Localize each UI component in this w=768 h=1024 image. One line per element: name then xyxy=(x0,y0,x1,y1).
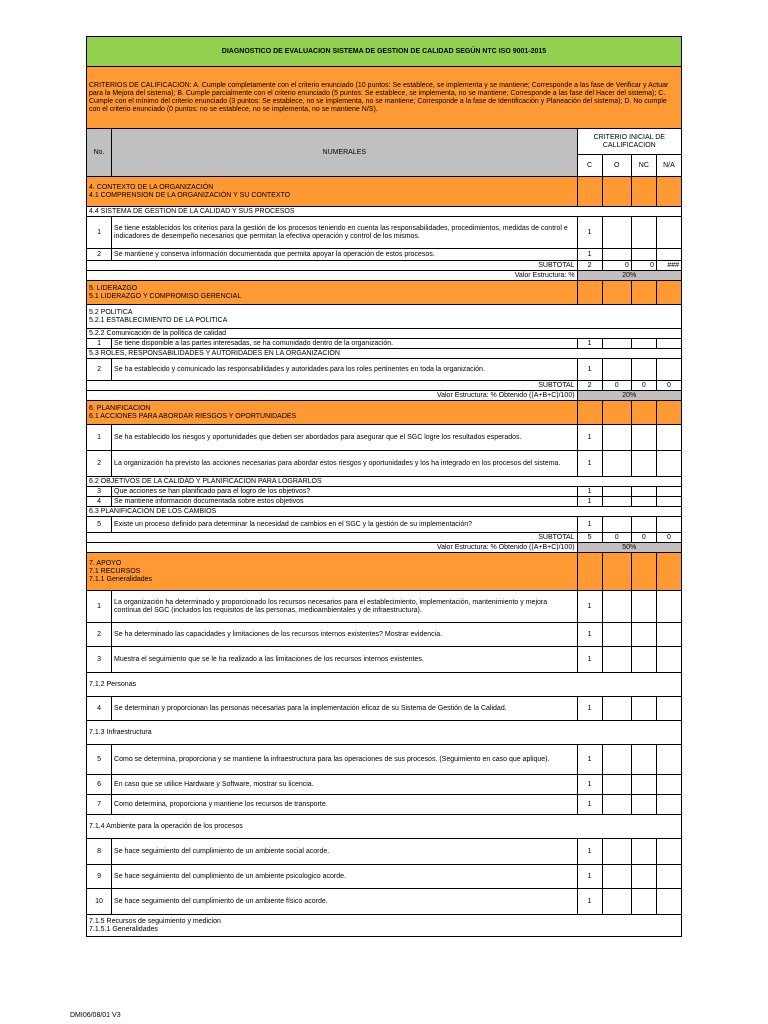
heading-5-2 xyxy=(87,305,682,329)
valor-value: 50% xyxy=(577,543,681,553)
question-text: Se tiene disponible a las partes interesadas, se ha comunidado dentro de la organización. xyxy=(112,339,578,349)
header-o: O xyxy=(602,155,631,177)
valor-value: 20% xyxy=(577,271,681,281)
score-c[interactable]: 1 xyxy=(577,745,602,775)
valor-label: Valor Estructura: % Obtenido ((A+B+C)/100) xyxy=(87,391,578,401)
document-code: DMI06/08/01 V3 xyxy=(70,1012,121,1019)
header-numerales: NUMERALES xyxy=(112,129,578,177)
header-no: No. xyxy=(87,129,112,177)
question-text: Se tiene establecidos los criterios para la gestión de los procesos teniendo en cuenta las responsabilidades, procedimientos, medidas de control e indicadores de desempeño necesarios que permitan la efectiva operación y control de los mismos. xyxy=(112,217,578,249)
row-num: 10 xyxy=(87,889,112,915)
evaluation-sheet xyxy=(86,36,682,937)
heading-5-2-text: 5.2 POLITICA xyxy=(89,308,133,316)
question-text: Se hace seguimiento del cumplimiento de un ambiente físico acorde. xyxy=(112,889,578,915)
score-c[interactable]: 1 xyxy=(577,217,602,249)
score-c[interactable]: 1 xyxy=(577,889,602,915)
question-text: Se hace seguimiento del cumplimiento de un ambiente social acorde. xyxy=(112,839,578,865)
score-c[interactable]: 1 xyxy=(577,795,602,815)
valor-label: Valor Estructura: % xyxy=(87,271,578,281)
score-c[interactable]: 1 xyxy=(577,865,602,889)
subtotal-na: 0 xyxy=(656,381,681,391)
section-4-name: 4. CONTEXTO DE LA ORGANIZACIÓN xyxy=(89,183,214,191)
heading-7-1-2: 7.1.2 Personas xyxy=(87,673,682,697)
subtotal-nc: 0 xyxy=(631,381,656,391)
score-c[interactable]: 1 xyxy=(577,497,602,507)
row-num: 5 xyxy=(87,517,112,533)
header-criterio: CRITERIO INICIAL DE CALLIFICACION xyxy=(577,129,681,155)
subtotal-c: 5 xyxy=(577,533,602,543)
row-num: 5 xyxy=(87,745,112,775)
row-num: 7 xyxy=(87,795,112,815)
row-num: 2 xyxy=(87,451,112,477)
question-text: Como se determina, proporciona y se mantiene la infraestructura para las operaciones de sus procesos. (Seguimiento en caso que aplique). xyxy=(112,745,578,775)
score-c[interactable]: 1 xyxy=(577,425,602,451)
score-c[interactable]: 1 xyxy=(577,591,602,623)
heading-6-2: 6.2 OBJETIVOS DE LA CALIDAD Y PLANIFICACION PARA LOGRARLOS xyxy=(87,477,682,487)
header-c: C xyxy=(577,155,602,177)
heading-5-3: 5.3 ROLES, RESPONSABILIDADES Y AUTORIDADES EN LA ORGANIZACIÓN xyxy=(87,349,682,359)
score-c[interactable]: 1 xyxy=(577,517,602,533)
score-c[interactable]: 1 xyxy=(577,451,602,477)
row-num: 2 xyxy=(87,623,112,647)
heading-7-1-3: 7.1.3 Infraestructura xyxy=(87,721,682,745)
question-text: Se ha establecido los riesgos y oportunidades que deben ser abordados para asegurar que el SGC logre los resultados esperados. xyxy=(112,425,578,451)
question-text: La organización ha determinado y proporcionado los recursos necesarios para el establecimiento, implementación, mantenimiento y mejora contínua del SGC (incluidos los requisitos de las personas, medioambientales y de infraestructura). xyxy=(112,591,578,623)
row-num: 2 xyxy=(87,249,112,261)
question-text: Que acciones se han planificado para el logro de los objetivos? xyxy=(112,487,578,497)
section-5-name: 5. LIDERAZGO xyxy=(89,284,138,292)
score-c[interactable]: 1 xyxy=(577,697,602,721)
question-text: En caso que se utilice Hardware y Software, mostrar su licencia. xyxy=(112,775,578,795)
question-text: Se mantiene información documentada sobre estos objetivos xyxy=(112,497,578,507)
sheet-title: DIAGNOSTICO DE EVALUACION SISTEMA DE GESTION DE CALIDAD SEGÚN NTC ISO 9001-2015 xyxy=(87,37,682,67)
subtotal-o: 0 xyxy=(602,533,631,543)
row-num: 1 xyxy=(87,425,112,451)
row-num: 8 xyxy=(87,839,112,865)
score-c[interactable]: 1 xyxy=(577,647,602,673)
question-text: Se determinan y proporcionan las personas necesarias para la implementación eficaz de su Sistema de Gestión de la Calidad. xyxy=(112,697,578,721)
heading-7-1-5-text: 7.1.5 Recursos de seguimiento y medicion xyxy=(89,917,221,925)
row-num: 6 xyxy=(87,775,112,795)
section-6-sub: 6.1 ACCIONES PARA ABORDAR RIESGOS Y OPORTUNIDADES xyxy=(89,412,297,420)
question-text: Se ha determinado las capacidades y limitaciones de los recursos internos existentes? Mostrar evidencia. xyxy=(112,623,578,647)
row-num: 3 xyxy=(87,647,112,673)
row-num: 4 xyxy=(87,697,112,721)
row-num: 1 xyxy=(87,339,112,349)
score-c[interactable]: 1 xyxy=(577,623,602,647)
heading-6-3: 6.3 PLANIFICACION DE LOS CAMBIOS xyxy=(87,507,682,517)
row-num: 1 xyxy=(87,217,112,249)
question-text: Muestra el seguimiento que se le ha realizado a las limitaciones de los recursos internos existentes. xyxy=(112,647,578,673)
section-7-title xyxy=(87,553,578,591)
section-7-name: 7. APOYO xyxy=(89,559,122,567)
score-c[interactable]: 1 xyxy=(577,487,602,497)
subtotal-c: 2 xyxy=(577,381,602,391)
heading-7-1-5-1-text: 7.1.5.1 Generalidades xyxy=(89,925,158,933)
heading-7-1-5 xyxy=(87,915,682,937)
section-7-sub2: 7.1.1 Generalidades xyxy=(89,575,153,583)
score-c[interactable]: 1 xyxy=(577,839,602,865)
section-6-title xyxy=(87,401,578,425)
valor-value: 20% xyxy=(577,391,681,401)
score-c[interactable]: 1 xyxy=(577,339,602,349)
question-text: Se mantiene y conserva información documentada que permita apoyar la operación de estos procesos. xyxy=(112,249,578,261)
question-text: La organización ha previsto las acciones necesarias para abordar estos riesgos y oportunidades y los ha integrado en los procesos del sistema. xyxy=(112,451,578,477)
valor-label: Valor Estructura: % Obtenido ((A+B+C)/100) xyxy=(87,543,578,553)
section-5-title xyxy=(87,281,578,305)
question-text: Se hace seguimiento del cumplimiento de un ambiente psicologico acorde. xyxy=(112,865,578,889)
subtotal-label: SUBTOTAL xyxy=(87,533,578,543)
subtotal-nc: 0 xyxy=(631,533,656,543)
score-c[interactable]: 1 xyxy=(577,775,602,795)
subtotal-nc: 0 xyxy=(631,261,656,271)
subtotal-c: 2 xyxy=(577,261,602,271)
question-text: Existe un proceso definido para determinar la necesidad de cambios en el SGC y la gestión de su implementación? xyxy=(112,517,578,533)
header-nc: NC xyxy=(631,155,656,177)
score-c[interactable]: 1 xyxy=(577,359,602,381)
criteria-text: CRITERIOS DE CALIFICACION: A. Cumple completamente con el criterio enunciado (10 puntos: Se establece, se implementa y se mantiene; Corresponde a las fase de Verificar y Actuar para la Mejora del sistema); B. Cumple parcialmente con el criterio enunciado (5 puntos: Se establece, se implementa, no se mantiene; Corresponde a las fase del Hacer del sistema); C. Cumple con el mínimo del criterio enunciado (3 puntos: Se establece, no se implementa, no se mantiene; Corresponde a la fase de Identificación y Planeación del sistema); D. No cumple con el criterio enunciado (0 puntos: no se establece, no se implementa, no se mantiene N/S). xyxy=(87,67,682,129)
subtotal-o: 0 xyxy=(602,261,631,271)
row-num: 3 xyxy=(87,487,112,497)
section-6-name: 6. PLANIFICACION xyxy=(89,404,151,412)
score-c[interactable]: 1 xyxy=(577,249,602,261)
section-5-sub: 5.1 LIDERAZGO Y COMPROMISO GERENCIAL xyxy=(89,292,242,300)
question-text: Como determina, proporciona y mantiene los recursos de transporte. xyxy=(112,795,578,815)
heading-4-4: 4.4 SISTEMA DE GESTION DE LA CALIDAD Y SUS PROCESOS xyxy=(87,207,682,217)
row-num: 1 xyxy=(87,591,112,623)
subtotal-label: SUBTOTAL xyxy=(87,261,578,271)
header-na: N/A xyxy=(656,155,681,177)
section-4-title xyxy=(87,177,578,207)
subtotal-na: 0 xyxy=(656,533,681,543)
subtotal-label: SUBTOTAL xyxy=(87,381,578,391)
subtotal-o: 0 xyxy=(602,381,631,391)
section-4-sub: 4.1 COMPRENSION DE LA ORGANIZACIÓN Y SU CONTEXTO xyxy=(89,191,291,199)
row-num: 2 xyxy=(87,359,112,381)
heading-5-2-2: 5.2.2 Comunicación de la política de calidad xyxy=(87,329,682,339)
heading-7-1-4: 7.1.4 Ambiente para la operación de los procesos xyxy=(87,815,682,839)
row-num: 9 xyxy=(87,865,112,889)
subtotal-na: ### xyxy=(656,261,681,271)
section-7-sub: 7.1 RECURSOS xyxy=(89,567,141,575)
heading-5-2-1-text: 5.2.1 ESTABLECIMIENTO DE LA POLITICA xyxy=(89,316,228,324)
question-text: Se ha establecido y comunicado las responsabilidades y autoridades para los roles pertinentes en toda la organización. xyxy=(112,359,578,381)
row-num: 4 xyxy=(87,497,112,507)
